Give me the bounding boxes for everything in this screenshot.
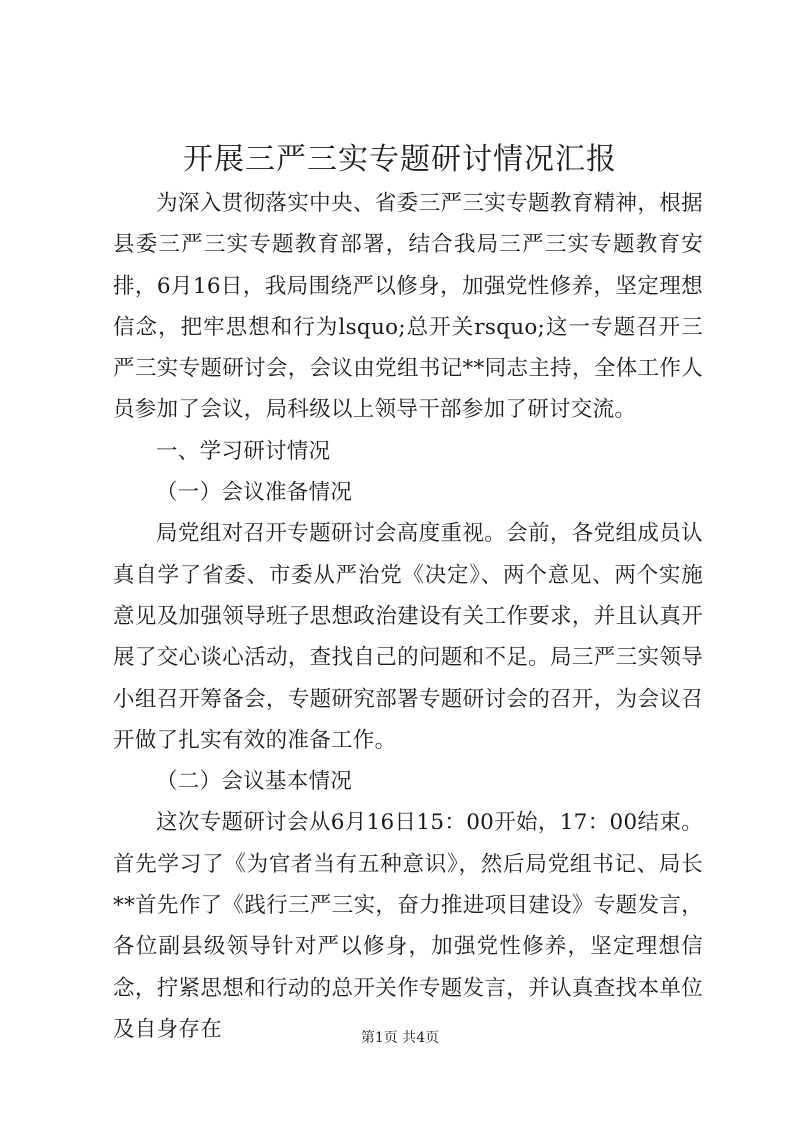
heading-subsection-2: （二）会议基本情况 [156,769,353,795]
heading-subsection-1: （一）会议准备情况 [156,480,353,506]
paragraph-preparation: 局党组对召开专题研讨会高度重视。会前，各党组成员认真自学了省委、市委从严治党《决定》、两个意见、两个实施意见及加强领导班子思想政治建设有关工作要求，并且认真开展了交心谈心活动，查找自己的问题和不足。局三严三实领导小组召开筹备会，专题研究部署专题研讨会的召开，为会议召开做了扎实有效的准备工作。 [113,521,703,753]
paragraph-intro: 为深入贯彻落实中央、省委三严三实专题教育精神，根据县委三严三实专题教育部署，结合我局三严三实专题教育安排，6月16日，我局围绕严以修身，加强党性修养，坚定理想信念，把牢思想和行为lsquo;总开关rsquo;这一专题召开三严三实专题研讨会，会议由党组书记**同志主持，全体工作人员参加了会议，局科级以上领导干部参加了研讨交流。 [113,191,703,423]
heading-section-1: 一、学习研讨情况 [156,438,331,464]
document-body [113,183,703,1050]
page-footer: 第1页 共4页 [360,1030,440,1046]
document-title: 开展三严三实专题研讨情况汇报 [183,142,617,177]
paragraph-meeting-basics: 这次专题研讨会从6月16日15：00开始，17：00结束。首先学习了《为官者当有五种意识》，然后局党组书记、局长**首先作了《践行三严三实，奋力推进项目建设》专题发言，各位副县级领导针对严以修身，加强党性修养，坚定理想信念，拧紧思想和行动的总开关作专题发言，并认真查找本单位及自身存在 [113,810,703,1042]
